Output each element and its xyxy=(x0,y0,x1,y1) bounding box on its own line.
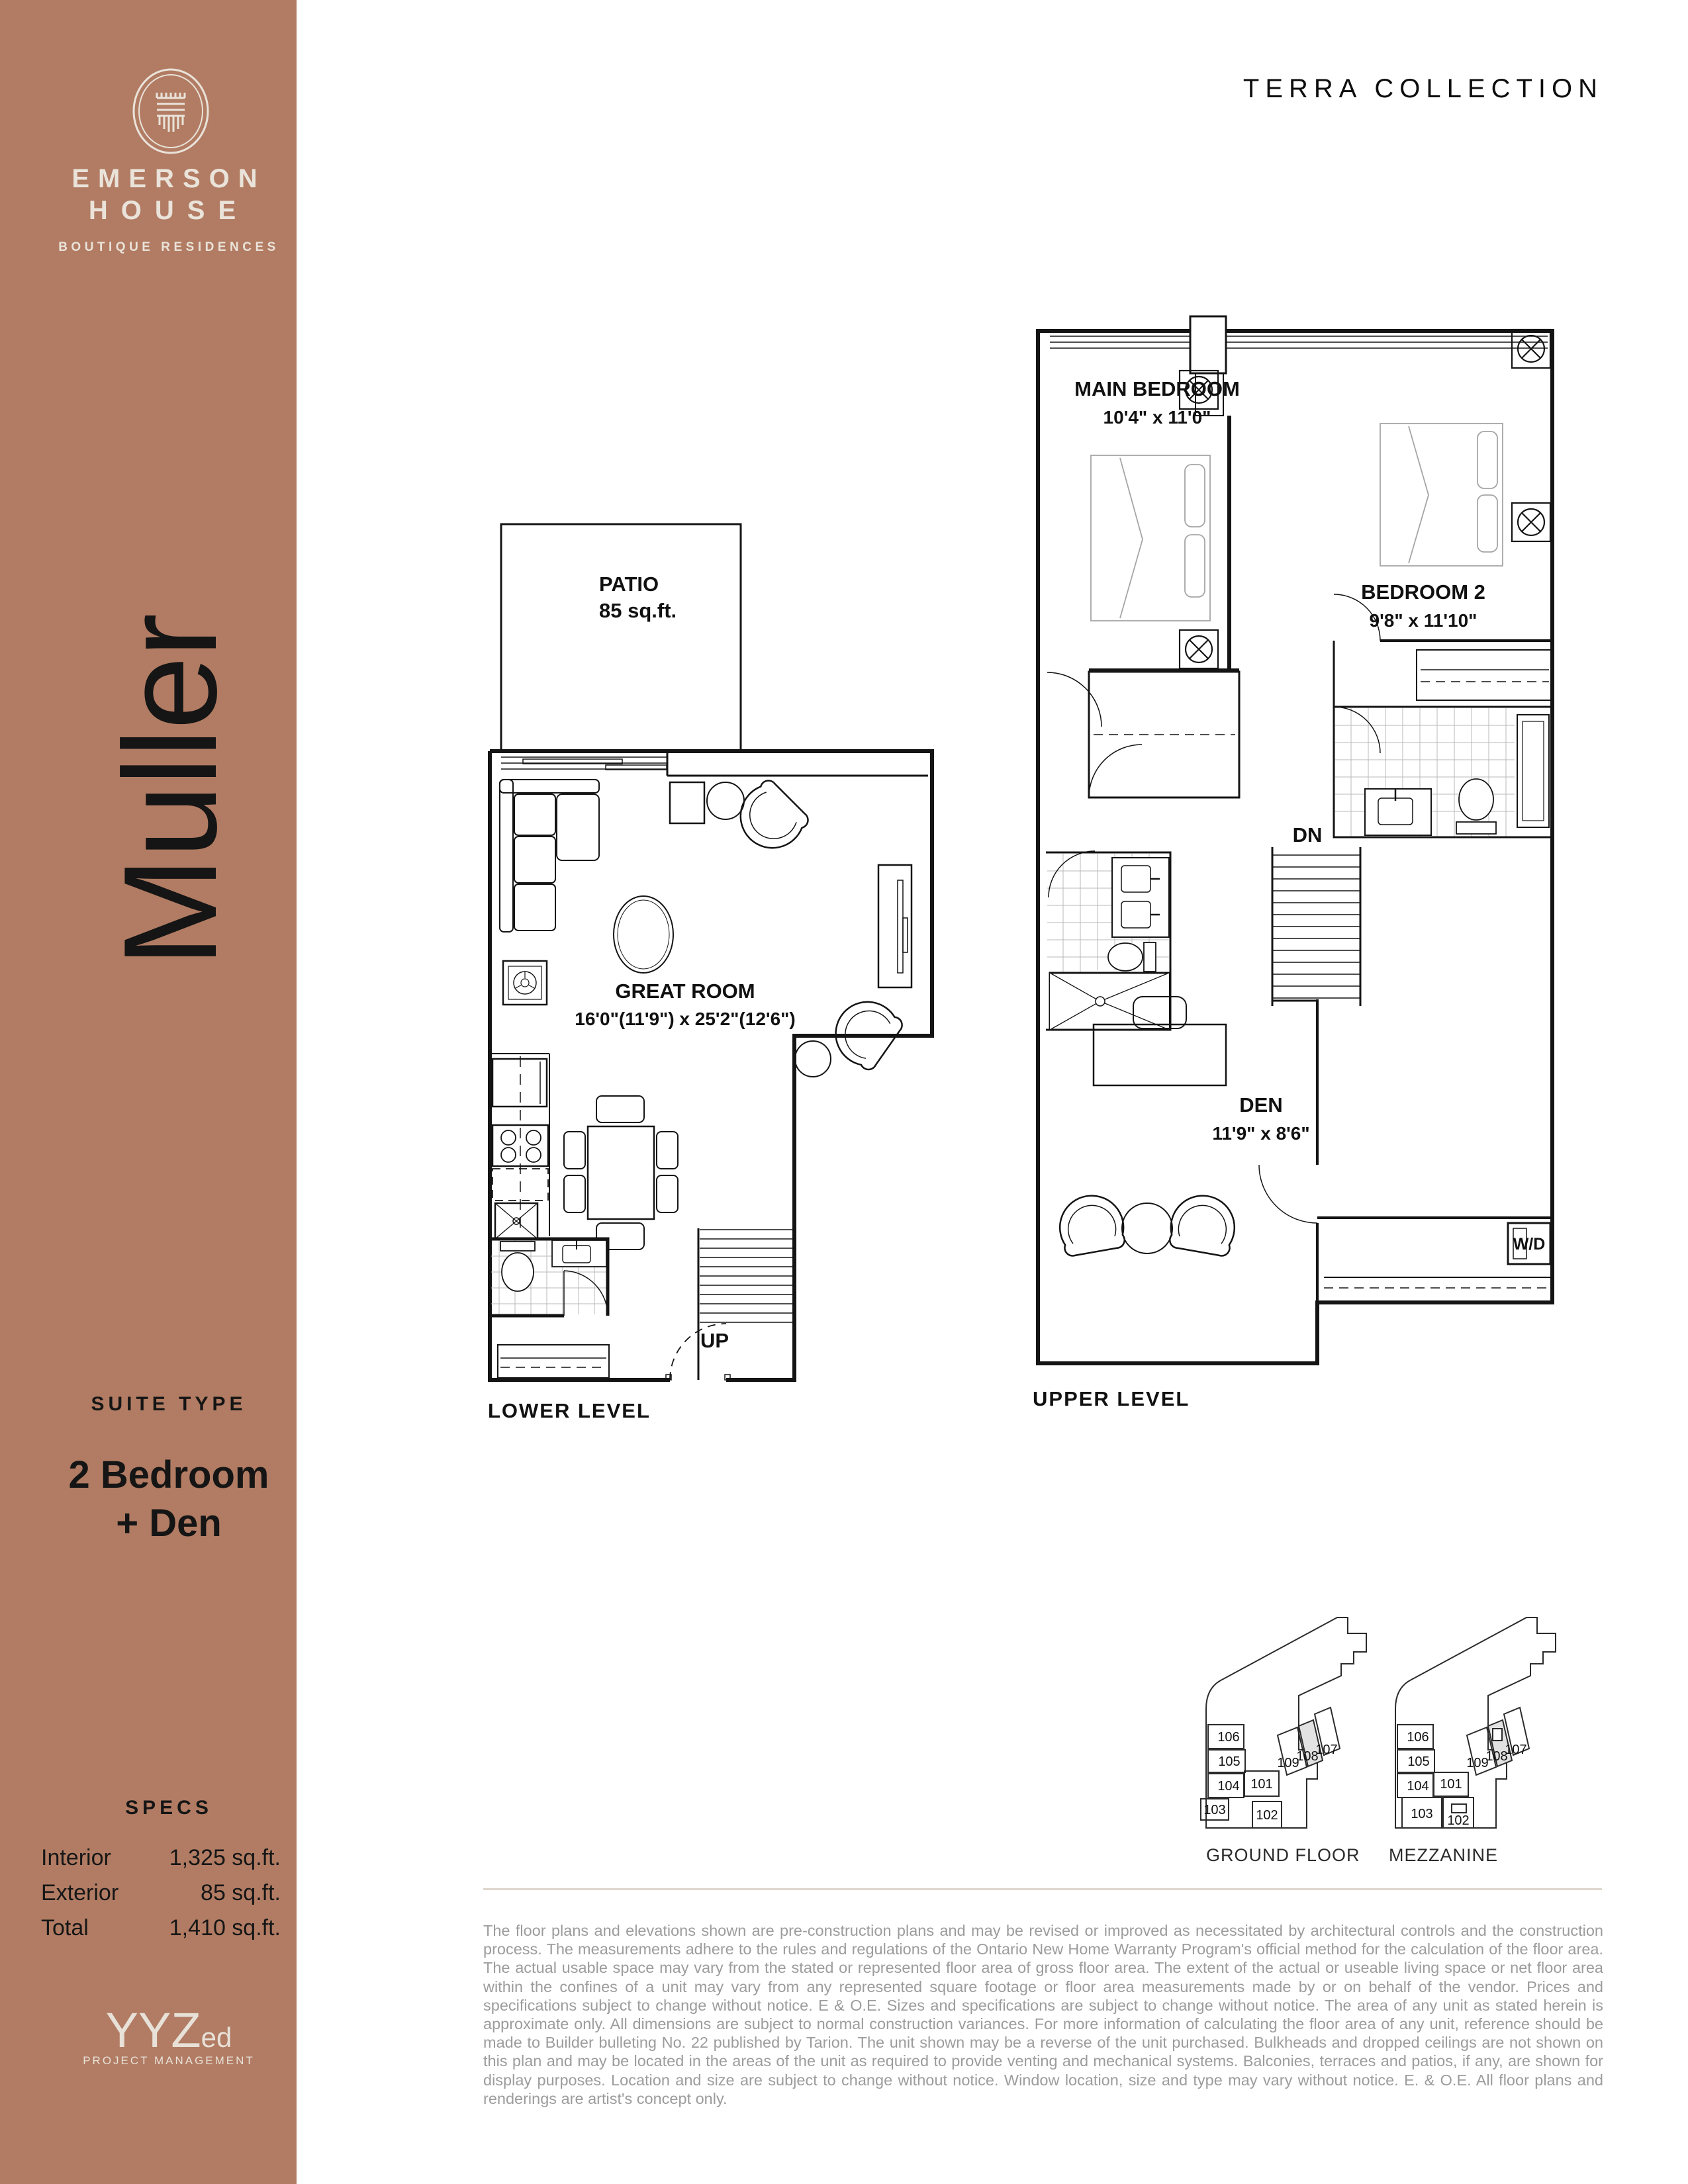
sofa xyxy=(500,780,599,932)
entry-closet xyxy=(498,1345,609,1378)
brand-name-line2: HOUSE xyxy=(88,196,250,225)
vanity-sink-icon xyxy=(552,1240,606,1267)
specs-table xyxy=(41,1845,281,1950)
spec-label: Exterior xyxy=(41,1880,119,1905)
lower-level-floorplan xyxy=(477,516,940,1443)
patio-label: PATIO xyxy=(599,572,659,596)
keyplan-unit-label: 104 xyxy=(1407,1779,1429,1794)
fireplace xyxy=(503,961,547,1005)
toilet-icon xyxy=(1108,942,1156,972)
main-bedroom-dims: 10'4" x 11'0" xyxy=(1103,407,1211,428)
keyplan-unit-label: 106 xyxy=(1407,1730,1429,1745)
keyplan-unit-label: 102 xyxy=(1256,1808,1278,1823)
great-room-dims: 16'0"(11'9") x 25'2"(12'6") xyxy=(575,1009,796,1029)
spec-value: 85 sq.ft. xyxy=(201,1880,281,1905)
great-room-label: GREAT ROOM xyxy=(615,979,755,1003)
spec-row-interior xyxy=(41,1845,281,1871)
main-bed xyxy=(1091,455,1210,621)
keyplan-ground-floor xyxy=(1199,1608,1385,1833)
stairs-up-label: UP xyxy=(700,1329,729,1352)
building-outline xyxy=(1395,1617,1556,1828)
patio-door-window xyxy=(501,757,667,770)
keyplan-unit-label: 101 xyxy=(1250,1777,1273,1792)
coffee-table xyxy=(614,896,673,973)
den-label: DEN xyxy=(1239,1093,1283,1116)
keyplan-unit-label: 109 xyxy=(1466,1756,1489,1770)
suite-type-value-line1: 2 Bedroom xyxy=(68,1453,269,1496)
brand-name-line1: EMERSON xyxy=(71,164,266,193)
upper-level-label: UPPER LEVEL xyxy=(1033,1387,1190,1410)
emerson-house-crest-icon xyxy=(130,66,212,159)
bedroom2-closet xyxy=(1417,650,1552,700)
keyplan-unit-label: 104 xyxy=(1217,1779,1240,1794)
spec-label: Total xyxy=(41,1915,89,1940)
toilet-icon xyxy=(1456,779,1496,834)
keyplan-unit-label: 106 xyxy=(1217,1730,1240,1745)
spec-label: Interior xyxy=(41,1845,111,1870)
main-bedroom-label: MAIN BEDROOM xyxy=(1074,377,1240,400)
double-vanity-icon xyxy=(1112,858,1169,937)
suite-type-label: SUITE TYPE xyxy=(91,1393,247,1415)
window-symbol-icon xyxy=(1512,503,1550,541)
stool xyxy=(795,1041,831,1077)
main-bathroom xyxy=(1046,851,1170,1030)
spec-row-total xyxy=(41,1915,281,1941)
dining-table xyxy=(564,1096,678,1250)
yyzed-logo xyxy=(0,2002,338,2068)
bottom-closet xyxy=(1324,1277,1552,1288)
armchair xyxy=(823,989,906,1074)
spec-row-exterior xyxy=(41,1880,281,1906)
patio-area-label: 85 sq.ft. xyxy=(599,599,677,622)
specs-heading: SPECS xyxy=(125,1797,212,1819)
suite-type-value-line2: + Den xyxy=(116,1502,222,1545)
bedroom2-dims: 9'8" x 11'10" xyxy=(1369,610,1477,631)
round-table xyxy=(707,782,744,819)
footer-divider xyxy=(483,1888,1602,1890)
kitchen xyxy=(490,1054,549,1239)
fridge-icon xyxy=(492,1059,547,1107)
vanity-sink-icon xyxy=(1365,789,1431,835)
keyplan-unit-label: 108 xyxy=(1485,1749,1508,1764)
main-closet xyxy=(1089,672,1239,797)
keyplan-unit-label: 105 xyxy=(1407,1754,1430,1769)
brand-sidebar xyxy=(0,0,297,2184)
keyplan-unit-label: 103 xyxy=(1411,1807,1433,1821)
keyplan-unit-label: 109 xyxy=(1277,1756,1299,1770)
toilet-icon xyxy=(500,1242,535,1291)
laundry-label: W/D xyxy=(1513,1235,1546,1253)
spec-value: 1,410 sq.ft. xyxy=(169,1915,281,1940)
keyplan-mezzanine-label: MEZZANINE xyxy=(1389,1845,1499,1865)
bedroom2-label: BEDROOM 2 xyxy=(1361,580,1485,604)
keyplan-unit-label: 105 xyxy=(1218,1754,1241,1769)
unit-outer-walls xyxy=(1038,331,1552,1363)
patio-outline xyxy=(501,524,741,751)
den-table xyxy=(1122,1203,1172,1253)
terrace-windows xyxy=(1050,336,1548,348)
window-symbol-icon xyxy=(1180,630,1218,668)
sink-icon xyxy=(495,1203,538,1239)
keyplan-unit-label: 101 xyxy=(1440,1777,1462,1792)
powder-room xyxy=(490,1239,608,1316)
tv-console xyxy=(878,865,912,987)
stairs-down xyxy=(1272,847,1360,1006)
collection-title: TERRA COLLECTION xyxy=(1243,74,1603,103)
brand-tagline: BOUTIQUE RESIDENCES xyxy=(58,240,279,254)
disclaimer-text: The floor plans and elevations shown are pre-construction plans and may be revised or improved as necessitated by architectural controls and the construction process. The measurements adhere to the rules and regulations of the Ontario New Home Warranty Program's official method for the calculation of the floor area. The actual usable space may vary from the stated or represented floor area of gross floor area. The extent of the actual or useable living space or net floor area within the confines of a unit may vary from any represented square footage or floor area measurements made by or on behalf of the vendor. Prices and specifications subject to change without notice. E & O.E. Sizes and specifications are subject to change without notice. The area of any unit as stated herein is approximate only. All dimensions are subject to normal construction variances. For more information of calculating the floor area of any unit, reference should be made to Builder bulleting No. 22 published by Tarion. The unit shown may be a reverse of the unit purchased. Bulkheads and dropped ceilings are not shown on this plan and may be located in the areas of the unit as required to provide venting and mechanical systems. Balconies, terraces and patios, if any, are shown for display purposes. Location and size are subject to change without notice. Window location, size and type may vary without notice. E. & O.E. All floor plans and renderings are artist's concept only. xyxy=(483,1922,1603,2107)
lower-level-label: LOWER LEVEL xyxy=(488,1399,651,1422)
shower-icon xyxy=(1050,973,1169,1030)
den-chair xyxy=(1055,1191,1127,1257)
keyplan-unit-label: 102 xyxy=(1447,1813,1470,1828)
keyplan-unit-label: 107 xyxy=(1315,1743,1338,1757)
linen-closet xyxy=(1517,715,1549,827)
bedroom2-bed xyxy=(1380,424,1503,566)
side-table xyxy=(670,782,704,823)
keyplan-unit-label: 103 xyxy=(1203,1803,1226,1817)
stairs-up xyxy=(698,1228,793,1380)
yyzed-logo-subtitle: PROJECT MANAGEMENT xyxy=(83,2054,255,2067)
window-symbol-icon xyxy=(1512,330,1550,368)
suite-name-vertical: Muller xyxy=(97,614,244,968)
den-dims: 11'9" x 8'6" xyxy=(1212,1123,1310,1144)
keyplan-mezzanine xyxy=(1389,1608,1574,1833)
keyplan-ground-floor-label: GROUND FLOOR xyxy=(1206,1845,1360,1865)
upper-level-floorplan xyxy=(1026,308,1562,1433)
yyzed-logo-main: YYZ xyxy=(105,2003,201,2058)
keyplan-unit-label: 107 xyxy=(1505,1743,1527,1757)
spec-value: 1,325 sq.ft. xyxy=(169,1845,281,1870)
keyplan-unit-label: 108 xyxy=(1296,1749,1319,1764)
den-chair xyxy=(1167,1191,1239,1257)
building-outline xyxy=(1206,1617,1366,1828)
stairs-down-label: DN xyxy=(1292,823,1323,846)
yyzed-logo-suffix: ed xyxy=(201,2022,232,2053)
wall-column xyxy=(1190,316,1226,373)
